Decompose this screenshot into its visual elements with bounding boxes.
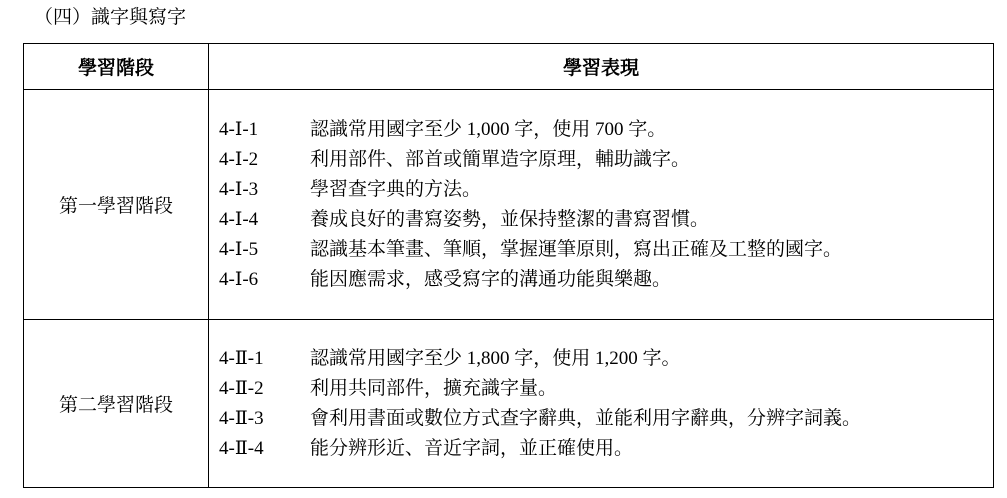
list-item bbox=[219, 235, 993, 265]
item-code: 4-Ⅰ-1 bbox=[219, 118, 259, 140]
performance-cell bbox=[209, 90, 994, 320]
item-code: 4-Ⅱ-2 bbox=[219, 377, 264, 399]
list-item bbox=[219, 115, 993, 145]
item-text: 利用共同部件，擴充識字量。 bbox=[310, 377, 558, 399]
item-text: 認識基本筆畫、筆順，掌握運筆原則，寫出正確及工整的國字。 bbox=[310, 238, 843, 260]
list-item bbox=[219, 265, 993, 295]
stage-cell: 第一學習階段 bbox=[24, 90, 209, 320]
header-performance: 學習表現 bbox=[209, 44, 994, 90]
learning-performance-table bbox=[23, 43, 994, 488]
item-text: 能分辨形近、音近字詞，並正確使用。 bbox=[310, 437, 634, 459]
item-text: 認識常用國字至少 1,000 字，使用 700 字。 bbox=[310, 118, 667, 140]
list-item bbox=[219, 205, 993, 235]
section-title: （四）識字與寫字 bbox=[34, 7, 187, 28]
table-row bbox=[24, 320, 994, 488]
item-text: 認識常用國字至少 1,800 字，使用 1,200 字。 bbox=[310, 347, 681, 369]
table-row bbox=[24, 90, 994, 320]
list-item bbox=[219, 344, 993, 374]
table-header-row bbox=[24, 44, 994, 90]
item-code: 4-Ⅰ-6 bbox=[219, 268, 259, 290]
item-code: 4-Ⅱ-4 bbox=[219, 437, 264, 459]
item-code: 4-Ⅱ-1 bbox=[219, 347, 264, 369]
item-code: 4-Ⅱ-3 bbox=[219, 407, 264, 429]
item-text: 學習查字典的方法。 bbox=[310, 178, 482, 200]
list-item bbox=[219, 374, 993, 404]
item-code: 4-Ⅰ-3 bbox=[219, 178, 259, 200]
item-code: 4-Ⅰ-5 bbox=[219, 238, 259, 260]
item-text: 能因應需求，感受寫字的溝通功能與樂趣。 bbox=[310, 268, 672, 290]
header-stage: 學習階段 bbox=[24, 44, 209, 90]
list-item bbox=[219, 175, 993, 205]
list-item bbox=[219, 404, 993, 434]
item-code: 4-Ⅰ-2 bbox=[219, 148, 259, 170]
item-text: 會利用書面或數位方式查字辭典，並能利用字辭典，分辨字詞義。 bbox=[310, 407, 862, 429]
performance-cell bbox=[209, 320, 994, 488]
list-item bbox=[219, 145, 993, 175]
item-code: 4-Ⅰ-4 bbox=[219, 208, 259, 230]
stage-cell: 第二學習階段 bbox=[24, 320, 209, 488]
list-item bbox=[219, 434, 993, 464]
item-text: 利用部件、部首或簡單造字原理，輔助識字。 bbox=[310, 148, 691, 170]
item-text: 養成良好的書寫姿勢，並保持整潔的書寫習慣。 bbox=[310, 208, 710, 230]
